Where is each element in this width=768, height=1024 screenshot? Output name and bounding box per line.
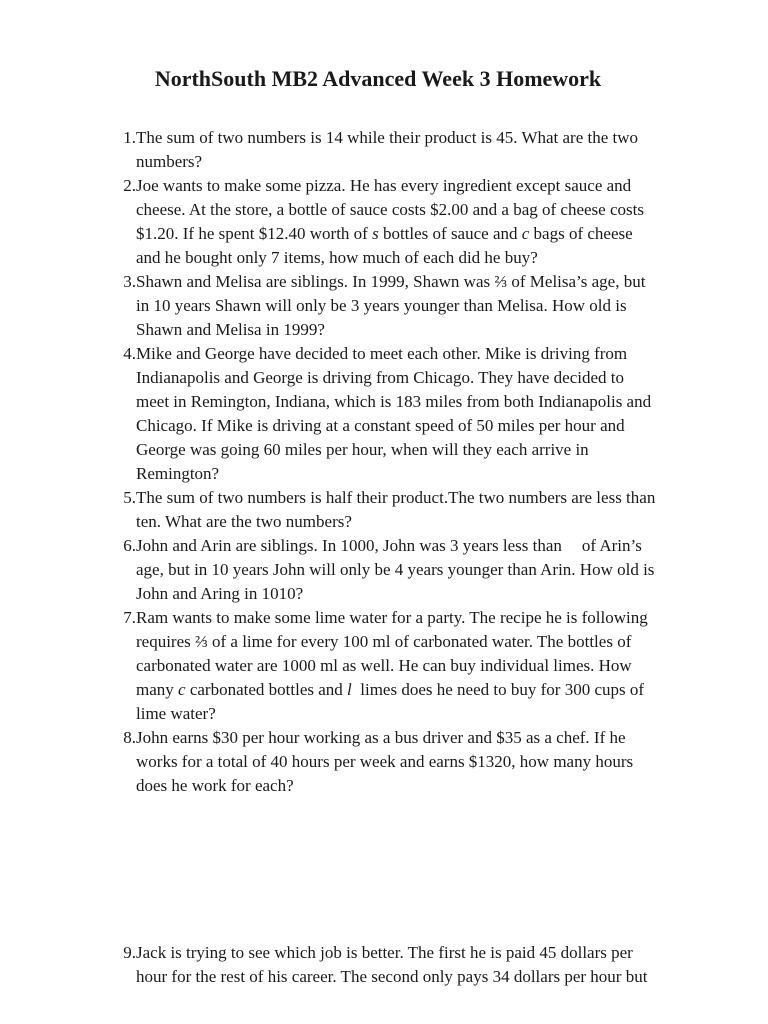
question-text xyxy=(136,941,684,989)
question-line: age, but in 10 years John will only be 4 years younger than Arin. How old is xyxy=(136,560,655,579)
question-text xyxy=(136,174,684,270)
question-line: George was going 60 miles per hour, when will they each arrive in xyxy=(136,440,589,459)
question-text xyxy=(136,534,684,606)
line-segment: bags of cheese xyxy=(533,224,633,243)
question-2 xyxy=(104,174,684,270)
question-number: 5. xyxy=(123,488,136,507)
question-line: The sum of two numbers is half their product.The two numbers are less than xyxy=(136,488,656,507)
question-line: meet in Remington, Indiana, which is 183 miles from both Indianapolis and xyxy=(136,392,652,411)
question-text xyxy=(136,486,684,534)
question-line: Joe wants to make some pizza. He has every ingredient except sauce and xyxy=(136,176,632,195)
question-line: cheese. At the store, a bottle of sauce costs $2.00 and a bag of cheese costs xyxy=(136,200,644,219)
question-line: numbers? xyxy=(136,152,203,171)
line-segment: carbonated bottles and xyxy=(189,680,343,699)
question-number: 1. xyxy=(123,128,136,147)
question-line: Shawn and Melisa in 1999? xyxy=(136,320,325,339)
variable-l: l xyxy=(347,680,352,699)
question-line xyxy=(136,678,684,702)
question-line: requires ⅔ of a lime for every 100 ml of carbonated water. The bottles of xyxy=(136,632,632,651)
question-number: 9. xyxy=(123,943,136,962)
question-line: Jack is trying to see which job is better. The first he is paid 45 dollars per xyxy=(136,943,633,962)
question-line xyxy=(136,534,684,558)
line-segment: of Arin’s xyxy=(581,536,642,555)
question-text xyxy=(136,606,684,726)
line-segment: bottles of sauce and xyxy=(382,224,518,243)
question-line: lime water? xyxy=(136,704,216,723)
question-number: 7. xyxy=(123,608,136,627)
question-line: in 10 years Shawn will only be 3 years younger than Melisa. How old is xyxy=(136,296,627,315)
question-line: does he work for each? xyxy=(136,776,294,795)
question-line: hour for the rest of his career. The second only pays 34 dollars per hour but xyxy=(136,967,648,986)
question-9 xyxy=(104,941,684,989)
question-line: Shawn and Melisa are siblings. In 1999, Shawn was ⅔ of Melisa’s age, but xyxy=(136,272,646,291)
line-segment: John and Arin are siblings. In 1000, John was 3 years less than xyxy=(136,536,562,555)
question-number: 2. xyxy=(123,176,136,195)
question-7 xyxy=(104,606,684,726)
question-line: ten. What are the two numbers? xyxy=(136,512,352,531)
question-line: Chicago. If Mike is driving at a constant speed of 50 miles per hour and xyxy=(136,416,625,435)
question-text xyxy=(136,726,684,798)
question-number: 4. xyxy=(123,344,136,363)
question-number: 6. xyxy=(123,536,136,555)
question-text xyxy=(136,126,684,174)
question-line: carbonated water are 1000 ml as well. He can buy individual limes. How xyxy=(136,656,632,675)
question-text xyxy=(136,342,684,486)
question-8 xyxy=(104,726,684,798)
question-line: John earns $30 per hour working as a bus driver and $35 as a chef. If he xyxy=(136,728,626,747)
question-line: Remington? xyxy=(136,464,220,483)
variable-s: s xyxy=(372,224,379,243)
question-number: 3. xyxy=(123,272,136,291)
question-line: Mike and George have decided to meet each other. Mike is driving from xyxy=(136,344,628,363)
question-line: Ram wants to make some lime water for a party. The recipe he is following xyxy=(136,608,648,627)
question-line: works for a total of 40 hours per week and earns $1320, how many hours xyxy=(136,752,634,771)
question-line: and he bought only 7 items, how much of each did he buy? xyxy=(136,248,538,267)
question-4 xyxy=(104,342,684,486)
question-line xyxy=(136,222,684,246)
variable-c: c xyxy=(178,680,186,699)
question-text xyxy=(136,270,684,342)
line-segment: many xyxy=(136,680,174,699)
question-line: The sum of two numbers is 14 while their product is 45. What are the two xyxy=(136,128,639,147)
question-line: John and Aring in 1010? xyxy=(136,584,304,603)
question-5 xyxy=(104,486,684,534)
question-line: Indianapolis and George is driving from Chicago. They have decided to xyxy=(136,368,624,387)
page-title: NorthSouth MB2 Advanced Week 3 Homework xyxy=(154,66,602,91)
question-3 xyxy=(104,270,684,342)
line-segment: $1.20. If he spent $12.40 worth of xyxy=(136,224,368,243)
question-number: 8. xyxy=(123,728,136,747)
question-1 xyxy=(104,126,684,174)
question-6 xyxy=(104,534,684,606)
variable-c: c xyxy=(521,224,530,243)
line-segment: limes does he need to buy for 300 cups of xyxy=(360,680,645,699)
